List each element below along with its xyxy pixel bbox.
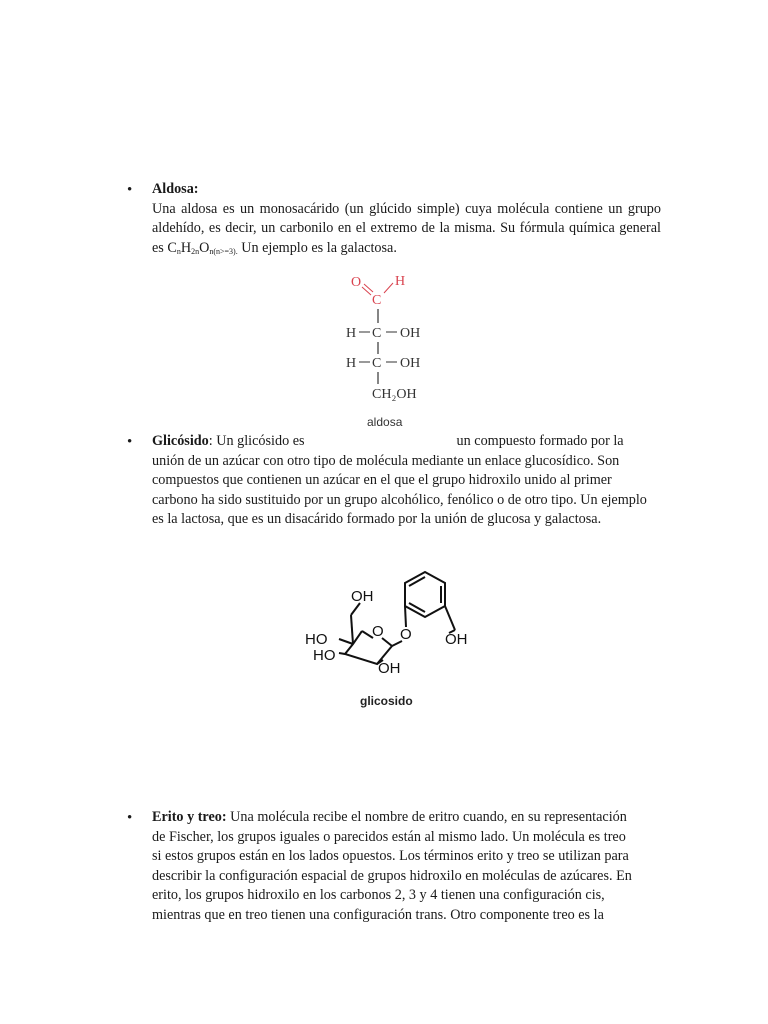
benzene-ring [405, 572, 445, 617]
glicosido-structure-figure [295, 565, 485, 715]
paragraph-glicosido [152, 432, 652, 530]
bond-benzyl [445, 606, 455, 630]
glicosido-text-start: : Un glicósido es [208, 433, 305, 449]
formula-o: O [199, 239, 210, 256]
label-oh-top: OH [351, 588, 374, 605]
atom-h-top: H [395, 274, 406, 289]
formula [167, 240, 237, 256]
erito-text: Una molécula recibe el nombre de eritro cuando, en su representación de Fischer, los grupos iguales o parecidos están al mismo lado. Un molécula es treo si estos grupos están en los lados opuestos. Los términos erito y treo se utilizan para describir la configuración espacial de grupos hidroxilo en moléculas de azúcares. En erito, los grupos hidroxilo en los carbonos 2, 3 y 4 tienen una configuración cis, mientras que en treo tienen una configuración trans. Otro componente treo es la [152, 809, 632, 923]
formula-sub-2n: 2n [191, 246, 200, 256]
section-aldosa [152, 180, 661, 261]
formula-condition: (n>=3). [213, 246, 238, 256]
atom-c2: C [372, 326, 382, 341]
bond-co-1 [364, 284, 373, 292]
label-o-ring: O [372, 623, 384, 640]
atom-ch2oh: CH₂OH [372, 387, 417, 402]
bullet-glicosido: • [127, 434, 133, 450]
label-oh-right: OH [445, 631, 468, 648]
atom-oh3: OH [400, 356, 421, 371]
formula-sub-n1: n [176, 246, 181, 256]
heading-aldosa: Aldosa: [152, 181, 199, 197]
bond-ho-2 [339, 653, 345, 654]
label-oh-bottom: OH [378, 660, 401, 677]
section-erito [152, 808, 638, 926]
heading-erito: Erito y treo: [152, 809, 227, 825]
label-o-link: O [400, 626, 412, 643]
paragraph-aldosa [152, 200, 661, 262]
section-glicosido [152, 432, 652, 530]
bullet-erito: • [127, 810, 133, 826]
glicosido-text: un compuesto formado por la unión de un azúcar con otro tipo de molécula mediante un enlace glucosídico. Son compuestos que contienen un azúcar en el que el grupo hidroxilo unido al primer carbono ha sido sustituido por un grupo alcohólico, fenólico o de otro tipo. Un ejemplo es la lactosa, que es un disacárido formado por la unión de glucosa y galactosa. [152, 433, 647, 528]
bond-co-2 [362, 287, 371, 295]
bond-ring-o [405, 606, 406, 627]
atom-c3: C [372, 356, 382, 371]
atom-o: O [351, 275, 362, 290]
formula-sub-n2: n [209, 246, 214, 256]
atom-h3: H [346, 356, 357, 371]
caption-glicosido: glicosido [360, 694, 413, 708]
heading-glicosido: Glicósido [152, 433, 209, 449]
paragraph-erito [152, 808, 638, 926]
caption-aldosa: aldosa [367, 415, 403, 429]
bond-ch [384, 283, 393, 293]
formula-c: C [167, 239, 177, 256]
label-ho-1: HO [305, 631, 328, 648]
aldosa-text: Una aldosa es un monosacárido (un glúcido simple) cuya molécula contiene un grupo aldehído, es decir, un carbonilo en el extremo de la misma. Su fórmula química general es [152, 200, 661, 256]
label-ho-2: HO [313, 647, 336, 664]
bond-ho-1 [339, 639, 353, 644]
atom-h2: H [346, 326, 357, 341]
atom-c1: C [372, 293, 382, 308]
formula-h: H [180, 239, 192, 256]
bond-c6 [351, 615, 353, 644]
aldosa-text-end: Un ejemplo es la galactosa. [237, 239, 397, 256]
atom-oh2: OH [400, 326, 421, 341]
bullet-aldosa: • [127, 182, 133, 198]
aldosa-structure-figure [330, 266, 450, 436]
